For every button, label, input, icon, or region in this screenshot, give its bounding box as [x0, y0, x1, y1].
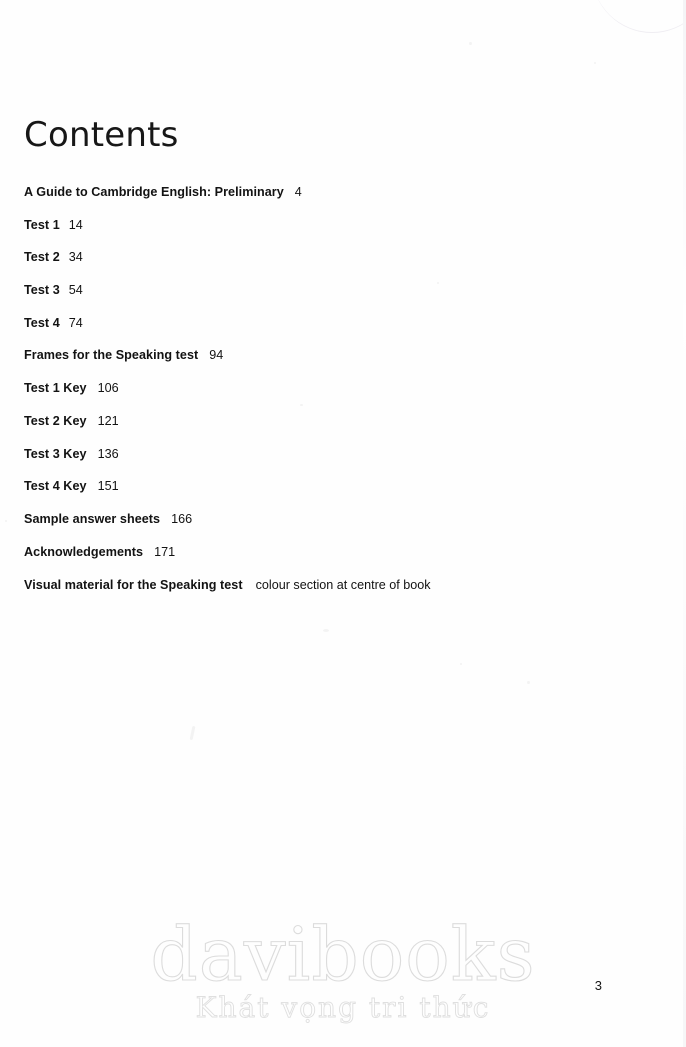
page-title: Contents	[24, 115, 179, 155]
toc-entry-test-3[interactable]	[24, 283, 644, 316]
toc-entry-label: Test 3 Key	[24, 446, 87, 461]
watermark-sub-text: Khát vọng tri thức	[195, 991, 491, 1024]
toc-entry-label: Test 1 Key	[24, 381, 87, 396]
toc-entry-label: Test 2 Key	[24, 413, 87, 428]
toc-entry-guide[interactable]	[24, 185, 644, 218]
toc-entry-page: 94	[209, 348, 224, 363]
toc-entry-test-2[interactable]	[24, 250, 644, 283]
toc-entry-test-4-key[interactable]	[24, 479, 644, 512]
scan-speck	[190, 726, 196, 740]
toc-entry-page: 136	[97, 446, 119, 461]
toc-entry-label: Acknowledgements	[24, 544, 144, 559]
toc-entry-page: 74	[68, 315, 83, 330]
toc-entry-test-1-key[interactable]	[24, 381, 644, 414]
toc-entry-page: 171	[154, 544, 176, 559]
toc-entry-test-1[interactable]	[24, 218, 644, 251]
toc-entry-label: Frames for the Speaking test	[24, 348, 199, 363]
toc-entry-page: colour section at centre of book	[255, 578, 431, 593]
toc-entry-frames-speaking-test[interactable]	[24, 348, 644, 381]
scan-edge-arc	[592, 0, 686, 33]
scan-speck	[594, 62, 596, 64]
toc-entry-label: Sample answer sheets	[24, 511, 161, 526]
toc-entry-page: 121	[97, 413, 119, 428]
toc-entry-page: 151	[97, 479, 119, 494]
scan-speck	[460, 663, 462, 665]
toc-entry-label: Test 1	[24, 217, 60, 232]
toc-entry-page: 166	[171, 511, 193, 526]
toc-entry-page: 34	[68, 250, 83, 265]
toc-entry-page: 4	[294, 185, 302, 199]
toc-entry-label: A Guide to Cambridge English: Preliminary	[24, 185, 284, 199]
toc-entry-label: Visual material for the Speaking test	[24, 578, 243, 593]
toc-entry-acknowledgements[interactable]	[24, 545, 644, 578]
toc-entry-test-4[interactable]	[24, 316, 644, 349]
watermark-main-text: davibooks	[150, 912, 536, 998]
toc-entry-test-2-key[interactable]	[24, 414, 644, 447]
scan-speck	[527, 681, 530, 684]
toc-entry-page: 54	[68, 283, 83, 298]
watermark	[0, 912, 686, 1024]
page-number: 3	[594, 978, 602, 993]
toc-entry-page: 106	[97, 381, 119, 396]
table-of-contents	[24, 185, 644, 611]
toc-entry-label: Test 2	[24, 250, 60, 265]
toc-entry-sample-answer-sheets[interactable]	[24, 512, 644, 545]
toc-entry-test-3-key[interactable]	[24, 447, 644, 480]
scan-speck	[5, 520, 7, 522]
toc-entry-label: Test 4	[24, 315, 60, 330]
toc-entry-page: 14	[68, 217, 83, 232]
scan-speck	[323, 629, 329, 632]
toc-entry-visual-material[interactable]	[24, 578, 644, 611]
toc-entry-label: Test 4 Key	[24, 479, 87, 494]
scan-speck	[469, 42, 472, 45]
toc-entry-label: Test 3	[24, 283, 60, 298]
